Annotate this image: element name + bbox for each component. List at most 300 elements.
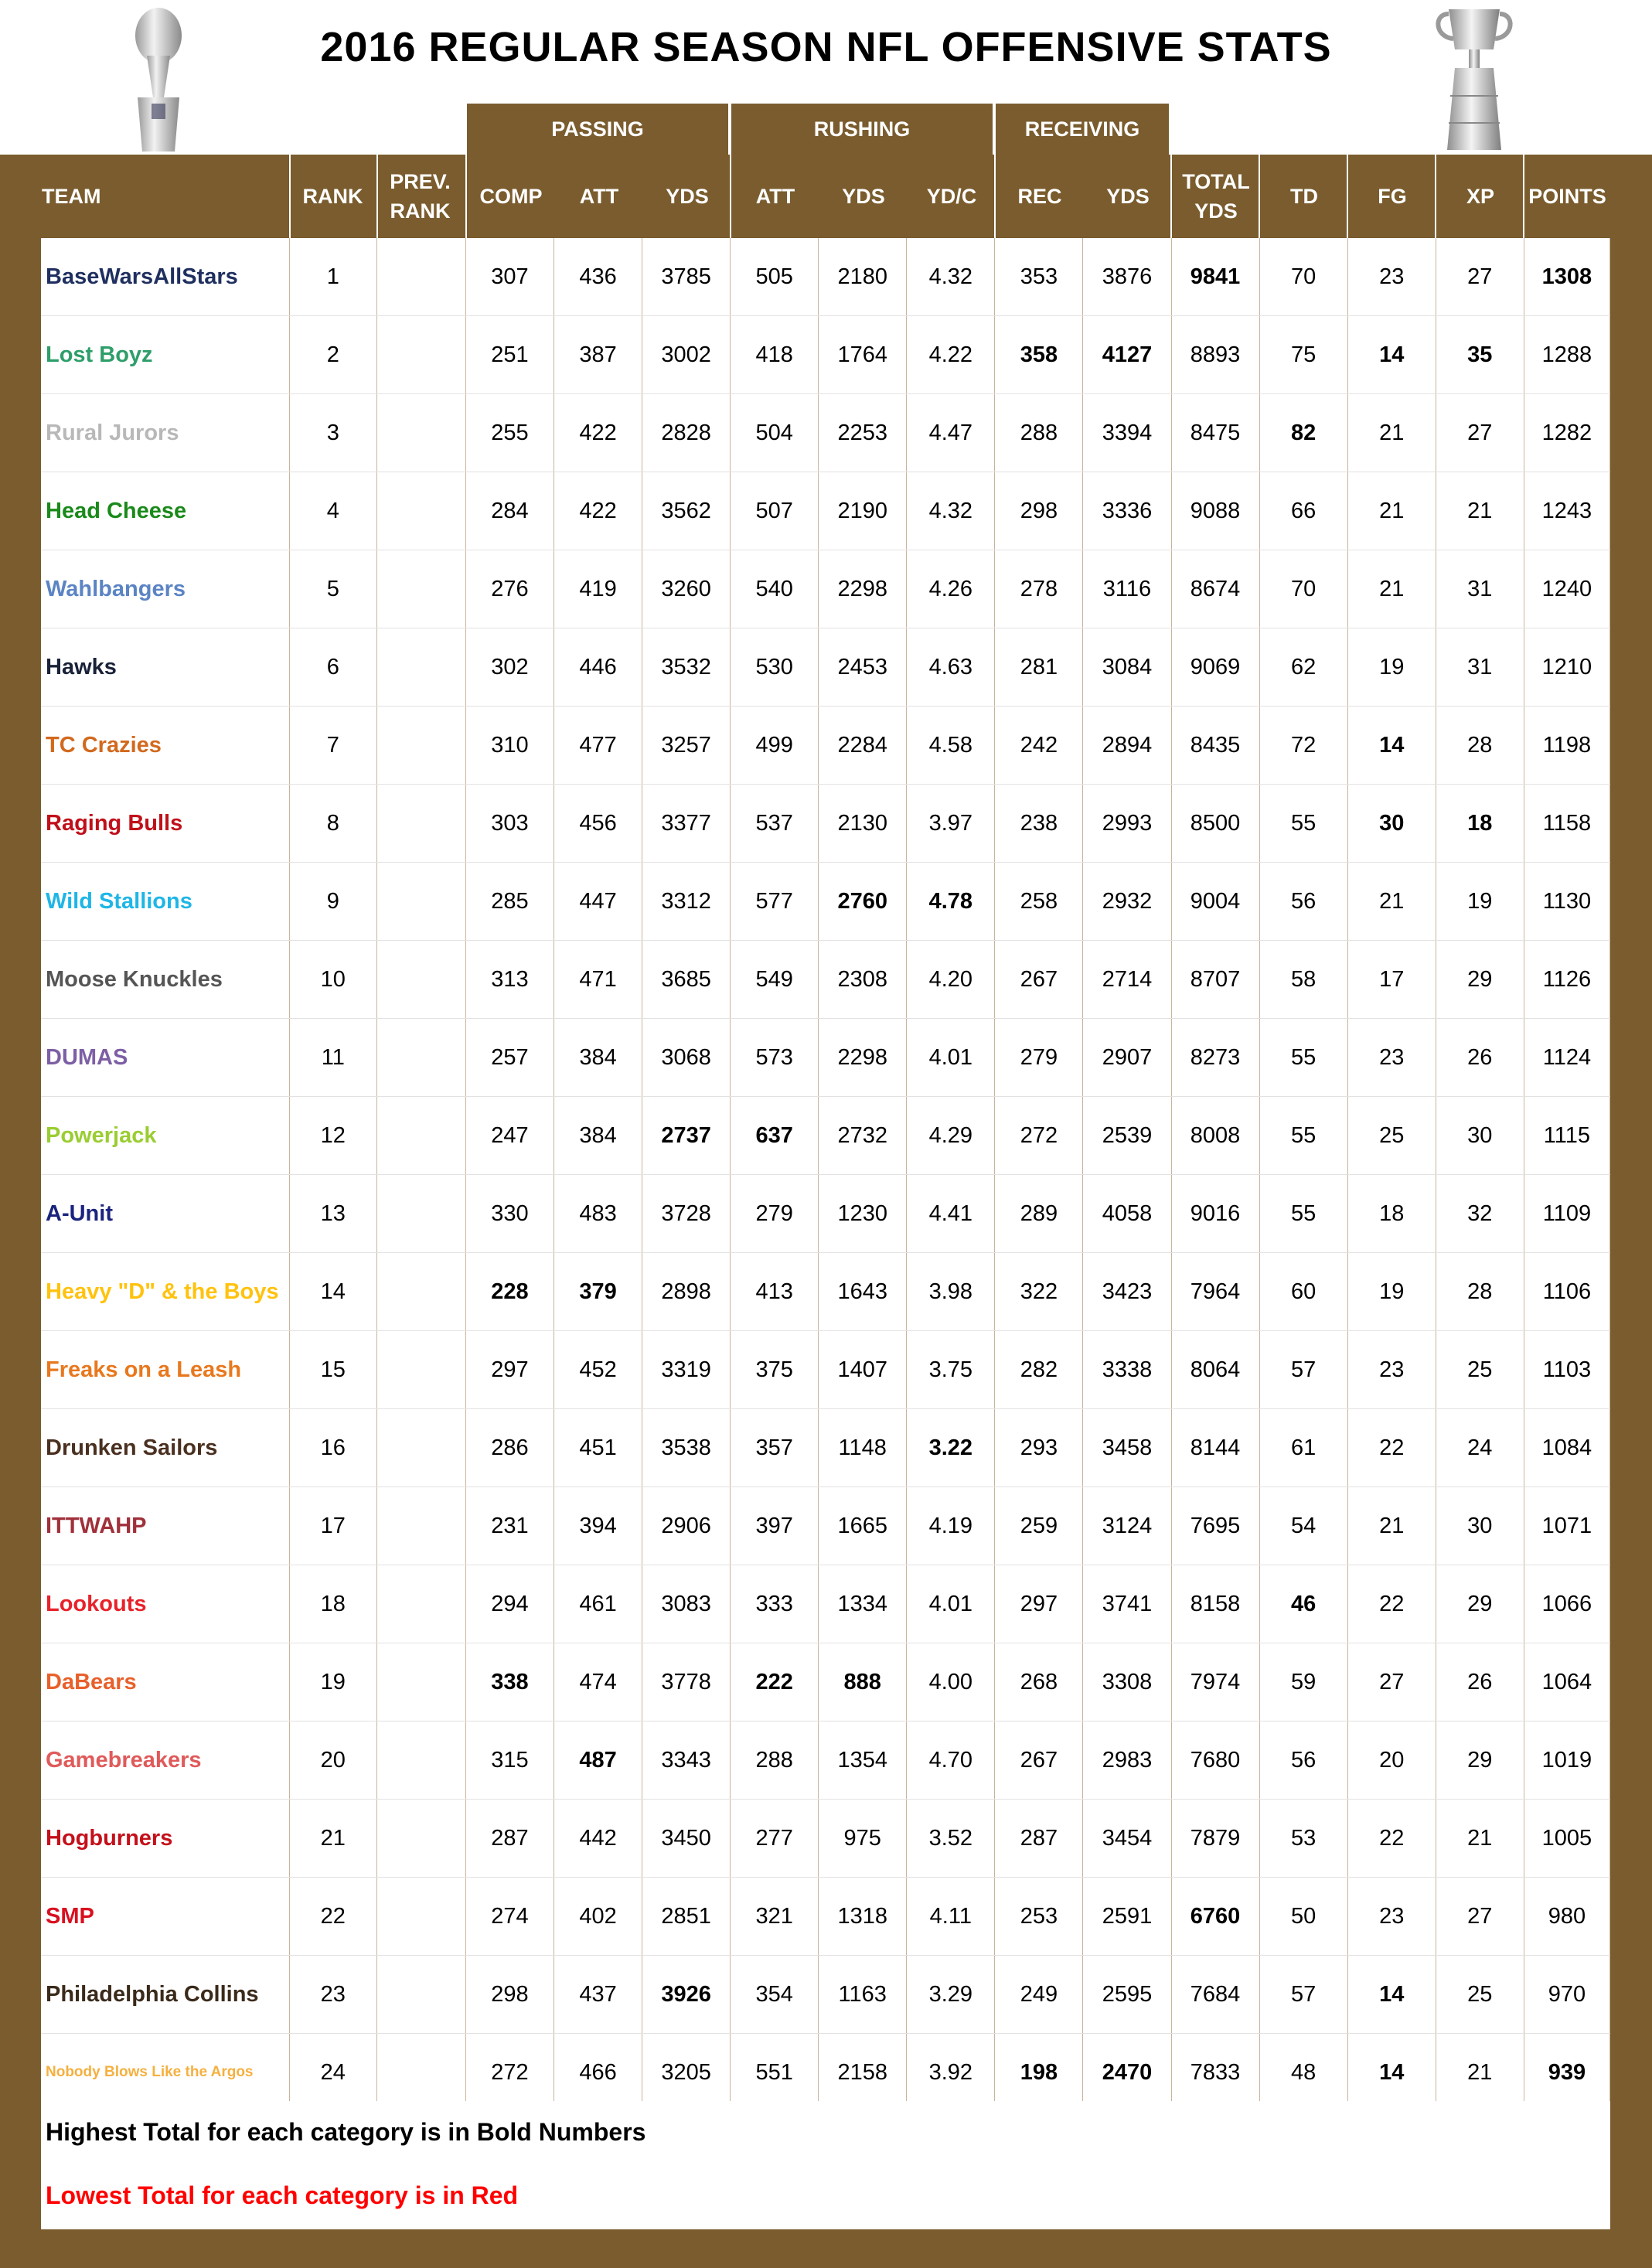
stat-cell-td: 56 [1259, 1721, 1347, 1800]
stat-cell-xp: 26 [1436, 1019, 1524, 1097]
stat-cell-rec: 287 [995, 1800, 1083, 1878]
col-header-yd-per-carry: YD/C [926, 185, 977, 208]
team-name-cell: Powerjack [41, 1097, 289, 1175]
col-header-team: TEAM [42, 185, 101, 208]
col-header-pass-yds: YDS [666, 185, 709, 208]
stat-cell-pass-yds: 3785 [642, 238, 731, 316]
stat-cell-points: 939 [1524, 2034, 1609, 2112]
table-row [41, 707, 1610, 785]
legend-box [41, 2101, 1610, 2229]
stat-cell-points: 980 [1524, 1878, 1609, 1956]
stat-cell-xp: 27 [1436, 394, 1524, 472]
stat-cell-pass-yds: 3450 [642, 1800, 731, 1878]
stat-cell-pass-yds: 3685 [642, 941, 731, 1019]
table-row [41, 238, 1610, 316]
prev-rank-cell [376, 2034, 465, 2112]
stat-cell-fg: 21 [1347, 550, 1436, 628]
rank-cell: 23 [289, 1956, 376, 2034]
team-name-cell: Rural Jurors [41, 394, 289, 472]
stat-cell-pass-yds: 3728 [642, 1175, 731, 1253]
stat-cell-rush-att: 354 [731, 1956, 819, 2034]
col-header-comp: COMP [479, 185, 543, 208]
rank-cell: 17 [289, 1487, 376, 1565]
stat-cell-rec-yds: 3124 [1083, 1487, 1171, 1565]
stat-cell-rush-yds: 2453 [819, 628, 907, 707]
stat-cell-total-yds: 9841 [1171, 238, 1259, 316]
stat-cell-pass-yds: 2906 [642, 1487, 731, 1565]
stat-cell-xp: 24 [1436, 1409, 1524, 1487]
stat-cell-rec: 268 [995, 1643, 1083, 1721]
stat-cell-total-yds: 8273 [1171, 1019, 1259, 1097]
stat-cell-xp: 32 [1436, 1175, 1524, 1253]
stat-cell-fg: 22 [1347, 1409, 1436, 1487]
team-name-cell: Wahlbangers [41, 550, 289, 628]
stat-cell-pass-yds: 3926 [642, 1956, 731, 2034]
stat-cell-td: 70 [1259, 550, 1347, 628]
prev-rank-cell [376, 1409, 465, 1487]
stat-cell-total-yds: 6760 [1171, 1878, 1259, 1956]
stat-cell-rec-yds: 3741 [1083, 1565, 1171, 1643]
col-header-xp: XP [1466, 185, 1495, 208]
stat-cell-fg: 21 [1347, 863, 1436, 941]
rank-cell: 1 [289, 238, 376, 316]
stat-cell-total-yds: 9088 [1171, 472, 1259, 550]
stat-cell-comp: 294 [465, 1565, 554, 1643]
stat-cell-rec: 298 [995, 472, 1083, 550]
stat-cell-fg: 20 [1347, 1721, 1436, 1800]
table-row [41, 863, 1610, 941]
stat-cell-xp: 28 [1436, 1253, 1524, 1331]
header-divider [465, 155, 467, 238]
stat-cell-rush-yds: 2308 [819, 941, 907, 1019]
stat-cell-rec: 253 [995, 1878, 1083, 1956]
stat-cell-td: 55 [1259, 1097, 1347, 1175]
stat-cell-rec: 278 [995, 550, 1083, 628]
stat-cell-comp: 297 [465, 1331, 554, 1409]
stat-cell-rush-att: 375 [731, 1331, 819, 1409]
stat-cell-rush-att: 499 [731, 707, 819, 785]
stat-cell-rec-yds: 3116 [1083, 550, 1171, 628]
table-row [41, 1643, 1610, 1721]
stat-cell-pass-att: 384 [554, 1097, 642, 1175]
prev-rank-cell [376, 1253, 465, 1331]
stat-cell-points: 1103 [1524, 1331, 1609, 1409]
stat-cell-rec-yds: 3876 [1083, 238, 1171, 316]
stat-cell-comp: 338 [465, 1643, 554, 1721]
stat-cell-rush-yds: 2760 [819, 863, 907, 941]
team-name-cell: Hogburners [41, 1800, 289, 1878]
stat-cell-comp: 330 [465, 1175, 554, 1253]
stat-cell-pass-yds: 3257 [642, 707, 731, 785]
stat-cell-pass-yds: 2851 [642, 1878, 731, 1956]
stat-cell-rec: 272 [995, 1097, 1083, 1175]
stat-cell-rec: 258 [995, 863, 1083, 941]
stat-cell-comp: 302 [465, 628, 554, 707]
stat-cell-rec-yds: 2591 [1083, 1878, 1171, 1956]
stat-cell-points: 1126 [1524, 941, 1609, 1019]
stat-cell-pass-yds: 3538 [642, 1409, 731, 1487]
col-header-points: POINTS [1528, 185, 1606, 208]
stat-cell-total-yds: 8500 [1171, 785, 1259, 863]
stat-cell-comp: 313 [465, 941, 554, 1019]
stat-cell-rec-yds: 4127 [1083, 316, 1171, 394]
team-name-cell: SMP [41, 1878, 289, 1956]
stat-cell-comp: 247 [465, 1097, 554, 1175]
stat-cell-pass-att: 419 [554, 550, 642, 628]
stat-cell-fg: 23 [1347, 1331, 1436, 1409]
stat-cell-ydc: 3.92 [907, 2034, 995, 2112]
team-name-cell: A-Unit [41, 1175, 289, 1253]
stat-cell-total-yds: 7974 [1171, 1643, 1259, 1721]
stat-cell-td: 57 [1259, 1956, 1347, 2034]
col-header-rush-yds: YDS [842, 185, 885, 208]
stat-cell-rush-att: 277 [731, 1800, 819, 1878]
team-name-cell: Gamebreakers [41, 1721, 289, 1800]
stat-cell-td: 57 [1259, 1331, 1347, 1409]
table-row [41, 316, 1610, 394]
header-divider [1347, 155, 1348, 238]
stat-cell-pass-yds: 3377 [642, 785, 731, 863]
stat-cell-ydc: 4.29 [907, 1097, 995, 1175]
stat-cell-rush-yds: 2180 [819, 238, 907, 316]
stat-cell-ydc: 4.26 [907, 550, 995, 628]
prev-rank-cell [376, 1643, 465, 1721]
prev-rank-cell [376, 1175, 465, 1253]
table-row [41, 1097, 1610, 1175]
stat-cell-rec: 282 [995, 1331, 1083, 1409]
stat-cell-points: 1240 [1524, 550, 1609, 628]
stat-cell-td: 48 [1259, 2034, 1347, 2112]
stat-cell-rush-yds: 2190 [819, 472, 907, 550]
stat-cell-pass-att: 483 [554, 1175, 642, 1253]
stat-cell-rec: 242 [995, 707, 1083, 785]
col-header-total-yds [1172, 155, 1260, 238]
stat-cell-rush-yds: 2253 [819, 394, 907, 472]
stat-cell-pass-yds: 3319 [642, 1331, 731, 1409]
stat-cell-ydc: 3.98 [907, 1253, 995, 1331]
rank-cell: 6 [289, 628, 376, 707]
stat-cell-td: 72 [1259, 707, 1347, 785]
stat-cell-fg: 30 [1347, 785, 1436, 863]
stat-cell-points: 970 [1524, 1956, 1609, 2034]
col-header-pass-att: ATT [579, 185, 619, 208]
rank-cell: 24 [289, 2034, 376, 2112]
stat-cell-ydc: 4.63 [907, 628, 995, 707]
stat-cell-ydc: 4.32 [907, 472, 995, 550]
stat-cell-rush-att: 637 [731, 1097, 819, 1175]
stat-cell-rush-att: 530 [731, 628, 819, 707]
stat-cell-xp: 27 [1436, 1878, 1524, 1956]
stat-cell-ydc: 4.70 [907, 1721, 995, 1800]
stat-cell-ydc: 4.78 [907, 863, 995, 941]
stat-cell-rush-yds: 1163 [819, 1956, 907, 2034]
stat-cell-td: 61 [1259, 1409, 1347, 1487]
stat-cell-points: 1124 [1524, 1019, 1609, 1097]
stat-cell-rec-yds: 2894 [1083, 707, 1171, 785]
stat-cell-rec: 353 [995, 238, 1083, 316]
stat-cell-pass-att: 487 [554, 1721, 642, 1800]
header-divider [994, 155, 996, 238]
stat-cell-points: 1158 [1524, 785, 1609, 863]
rank-cell: 21 [289, 1800, 376, 1878]
stat-cell-rush-att: 279 [731, 1175, 819, 1253]
stat-cell-rush-yds: 1354 [819, 1721, 907, 1800]
col-header-total-yds-line2: YDS [1194, 199, 1238, 223]
stat-cell-rush-att: 333 [731, 1565, 819, 1643]
stat-cell-rush-att: 540 [731, 550, 819, 628]
stat-cell-rush-yds: 975 [819, 1800, 907, 1878]
stat-cell-rec-yds: 3454 [1083, 1800, 1171, 1878]
stat-cell-rush-att: 551 [731, 2034, 819, 2112]
stat-cell-rec-yds: 3308 [1083, 1643, 1171, 1721]
stat-cell-comp: 255 [465, 394, 554, 472]
stat-cell-total-yds: 8064 [1171, 1331, 1259, 1409]
stat-cell-pass-yds: 3083 [642, 1565, 731, 1643]
stat-cell-rec-yds: 2539 [1083, 1097, 1171, 1175]
group-header-rushing: RUSHING [731, 104, 993, 155]
stat-cell-rec: 279 [995, 1019, 1083, 1097]
rank-cell: 12 [289, 1097, 376, 1175]
rank-cell: 4 [289, 472, 376, 550]
stat-cell-rush-yds: 2158 [819, 2034, 907, 2112]
prev-rank-cell [376, 1565, 465, 1643]
prev-rank-cell [376, 550, 465, 628]
stat-cell-rush-att: 504 [731, 394, 819, 472]
stat-cell-points: 1071 [1524, 1487, 1609, 1565]
stat-cell-pass-att: 402 [554, 1878, 642, 1956]
stat-cell-rush-att: 357 [731, 1409, 819, 1487]
stat-cell-total-yds: 9069 [1171, 628, 1259, 707]
header-divider [376, 155, 378, 238]
table-row [41, 1409, 1610, 1487]
prev-rank-cell [376, 628, 465, 707]
stat-cell-xp: 31 [1436, 628, 1524, 707]
stat-cell-pass-yds: 3532 [642, 628, 731, 707]
stat-cell-xp: 26 [1436, 1643, 1524, 1721]
stat-cell-total-yds: 7695 [1171, 1487, 1259, 1565]
prev-rank-cell [376, 1331, 465, 1409]
team-name-cell: BaseWarsAllStars [41, 238, 289, 316]
stat-cell-rec: 249 [995, 1956, 1083, 2034]
stat-cell-xp: 18 [1436, 785, 1524, 863]
stat-cell-ydc: 4.19 [907, 1487, 995, 1565]
stat-cell-rush-yds: 1334 [819, 1565, 907, 1643]
legend-red-note: Lowest Total for each category is in Red [46, 2181, 519, 2209]
prev-rank-cell [376, 472, 465, 550]
rank-cell: 19 [289, 1643, 376, 1721]
stat-cell-rec-yds: 4058 [1083, 1175, 1171, 1253]
stat-cell-total-yds: 8475 [1171, 394, 1259, 472]
prev-rank-cell [376, 1019, 465, 1097]
stat-cell-pass-att: 461 [554, 1565, 642, 1643]
stat-cell-td: 59 [1259, 1643, 1347, 1721]
stat-cell-fg: 23 [1347, 1019, 1436, 1097]
stat-cell-rec-yds: 3394 [1083, 394, 1171, 472]
prev-rank-cell [376, 316, 465, 394]
stat-cell-pass-att: 474 [554, 1643, 642, 1721]
stat-cell-pass-att: 384 [554, 1019, 642, 1097]
stat-cell-td: 46 [1259, 1565, 1347, 1643]
stat-cell-xp: 25 [1436, 1331, 1524, 1409]
stat-cell-rush-yds: 2130 [819, 785, 907, 863]
stat-cell-rec-yds: 3423 [1083, 1253, 1171, 1331]
stat-cell-pass-att: 456 [554, 785, 642, 863]
prev-rank-cell [376, 785, 465, 863]
rank-cell: 15 [289, 1331, 376, 1409]
stat-cell-xp: 27 [1436, 238, 1524, 316]
stat-cell-fg: 22 [1347, 1800, 1436, 1878]
stat-cell-rec: 288 [995, 394, 1083, 472]
stat-cell-total-yds: 7684 [1171, 1956, 1259, 2034]
stat-cell-fg: 21 [1347, 472, 1436, 550]
stat-cell-xp: 21 [1436, 472, 1524, 550]
rank-cell: 2 [289, 316, 376, 394]
stat-cell-pass-yds: 3778 [642, 1643, 731, 1721]
prev-rank-cell [376, 1800, 465, 1878]
stat-cell-pass-yds: 2898 [642, 1253, 731, 1331]
prev-rank-cell [376, 1878, 465, 1956]
stat-cell-points: 1084 [1524, 1409, 1609, 1487]
stat-cell-rush-att: 321 [731, 1878, 819, 1956]
stat-cell-pass-att: 387 [554, 316, 642, 394]
header-divider [1435, 155, 1436, 238]
stat-cell-pass-att: 442 [554, 1800, 642, 1878]
stat-cell-fg: 14 [1347, 2034, 1436, 2112]
table-row [41, 550, 1610, 628]
stat-cell-pass-att: 422 [554, 472, 642, 550]
stat-cell-pass-yds: 3312 [642, 863, 731, 941]
table-row [41, 1019, 1610, 1097]
stat-cell-rec: 281 [995, 628, 1083, 707]
group-header-receiving: RECEIVING [996, 104, 1169, 155]
table-row [41, 1331, 1610, 1409]
stat-cell-rush-att: 413 [731, 1253, 819, 1331]
team-name-cell: Raging Bulls [41, 785, 289, 863]
stat-cell-td: 60 [1259, 1253, 1347, 1331]
stat-cell-rec-yds: 2470 [1083, 2034, 1171, 2112]
stat-cell-td: 55 [1259, 1019, 1347, 1097]
stat-cell-ydc: 4.00 [907, 1643, 995, 1721]
stat-cell-points: 1106 [1524, 1253, 1609, 1331]
table-row [41, 2034, 1610, 2112]
stat-cell-points: 1282 [1524, 394, 1609, 472]
stat-cell-rush-yds: 1230 [819, 1175, 907, 1253]
stat-cell-rec: 259 [995, 1487, 1083, 1565]
stat-cell-pass-att: 477 [554, 707, 642, 785]
stat-cell-rush-att: 573 [731, 1019, 819, 1097]
stat-cell-comp: 303 [465, 785, 554, 863]
stat-cell-rush-att: 577 [731, 863, 819, 941]
team-name-cell: TC Crazies [41, 707, 289, 785]
prev-rank-cell [376, 1487, 465, 1565]
stat-cell-rec: 293 [995, 1409, 1083, 1487]
rank-cell: 5 [289, 550, 376, 628]
stat-cell-points: 1064 [1524, 1643, 1609, 1721]
rank-cell: 3 [289, 394, 376, 472]
stat-cell-pass-att: 394 [554, 1487, 642, 1565]
team-name-cell: Freaks on a Leash [41, 1331, 289, 1409]
col-header-prev-rank-line1: PREV. [390, 170, 451, 193]
stat-cell-rec: 238 [995, 785, 1083, 863]
stat-cell-rec-yds: 2932 [1083, 863, 1171, 941]
stat-cell-td: 82 [1259, 394, 1347, 472]
prev-rank-cell [376, 941, 465, 1019]
rank-cell: 16 [289, 1409, 376, 1487]
stat-cell-rush-att: 397 [731, 1487, 819, 1565]
stat-cell-fg: 14 [1347, 707, 1436, 785]
team-name-cell: DUMAS [41, 1019, 289, 1097]
legend-bold-note: Highest Total for each category is in Bold Numbers [46, 2118, 646, 2146]
stat-cell-fg: 14 [1347, 1956, 1436, 2034]
stat-cell-rec: 267 [995, 941, 1083, 1019]
stat-cell-rush-yds: 2284 [819, 707, 907, 785]
stat-cell-ydc: 4.22 [907, 316, 995, 394]
table-row [41, 785, 1610, 863]
stat-cell-total-yds: 9004 [1171, 863, 1259, 941]
stat-cell-total-yds: 7879 [1171, 1800, 1259, 1878]
stat-cell-xp: 29 [1436, 1565, 1524, 1643]
stat-cell-xp: 28 [1436, 707, 1524, 785]
rank-cell: 18 [289, 1565, 376, 1643]
stat-cell-comp: 285 [465, 863, 554, 941]
prev-rank-cell [376, 394, 465, 472]
col-header-fg: FG [1378, 185, 1407, 208]
stat-cell-ydc: 3.22 [907, 1409, 995, 1487]
stat-cell-points: 1066 [1524, 1565, 1609, 1643]
stat-cell-points: 1243 [1524, 472, 1609, 550]
stat-cell-points: 1130 [1524, 863, 1609, 941]
stat-cell-fg: 21 [1347, 1487, 1436, 1565]
col-header-total-yds-line1: TOTAL [1182, 170, 1250, 193]
stat-cell-fg: 19 [1347, 628, 1436, 707]
team-name-cell: Wild Stallions [41, 863, 289, 941]
stat-cell-rush-att: 288 [731, 1721, 819, 1800]
stat-cell-pass-att: 436 [554, 238, 642, 316]
stat-cell-pass-yds: 3068 [642, 1019, 731, 1097]
stats-table [41, 238, 1610, 2112]
stat-cell-ydc: 3.52 [907, 1800, 995, 1878]
stat-cell-fg: 23 [1347, 1878, 1436, 1956]
stat-cell-comp: 310 [465, 707, 554, 785]
stat-cell-pass-yds: 3260 [642, 550, 731, 628]
table-row [41, 1956, 1610, 2034]
stat-cell-pass-yds: 3562 [642, 472, 731, 550]
stat-cell-total-yds: 9016 [1171, 1175, 1259, 1253]
table-row [41, 1253, 1610, 1331]
stat-cell-rush-att: 537 [731, 785, 819, 863]
rank-cell: 11 [289, 1019, 376, 1097]
stat-cell-pass-att: 446 [554, 628, 642, 707]
prev-rank-cell [376, 1097, 465, 1175]
col-header-td: TD [1290, 185, 1318, 208]
stat-cell-rec-yds: 2595 [1083, 1956, 1171, 2034]
header-divider [730, 155, 731, 238]
team-name-cell: Hawks [41, 628, 289, 707]
team-name-cell: Head Cheese [41, 472, 289, 550]
stat-cell-ydc: 4.58 [907, 707, 995, 785]
stat-cell-td: 55 [1259, 1175, 1347, 1253]
stat-cell-rush-yds: 1148 [819, 1409, 907, 1487]
table-row [41, 941, 1610, 1019]
prev-rank-cell [376, 863, 465, 941]
stat-cell-td: 53 [1259, 1800, 1347, 1878]
header-divider [1259, 155, 1260, 238]
stat-cell-rush-yds: 1318 [819, 1878, 907, 1956]
rank-cell: 14 [289, 1253, 376, 1331]
stat-cell-points: 1115 [1524, 1097, 1609, 1175]
stat-cell-pass-yds: 2737 [642, 1097, 731, 1175]
stat-cell-rush-yds: 1643 [819, 1253, 907, 1331]
